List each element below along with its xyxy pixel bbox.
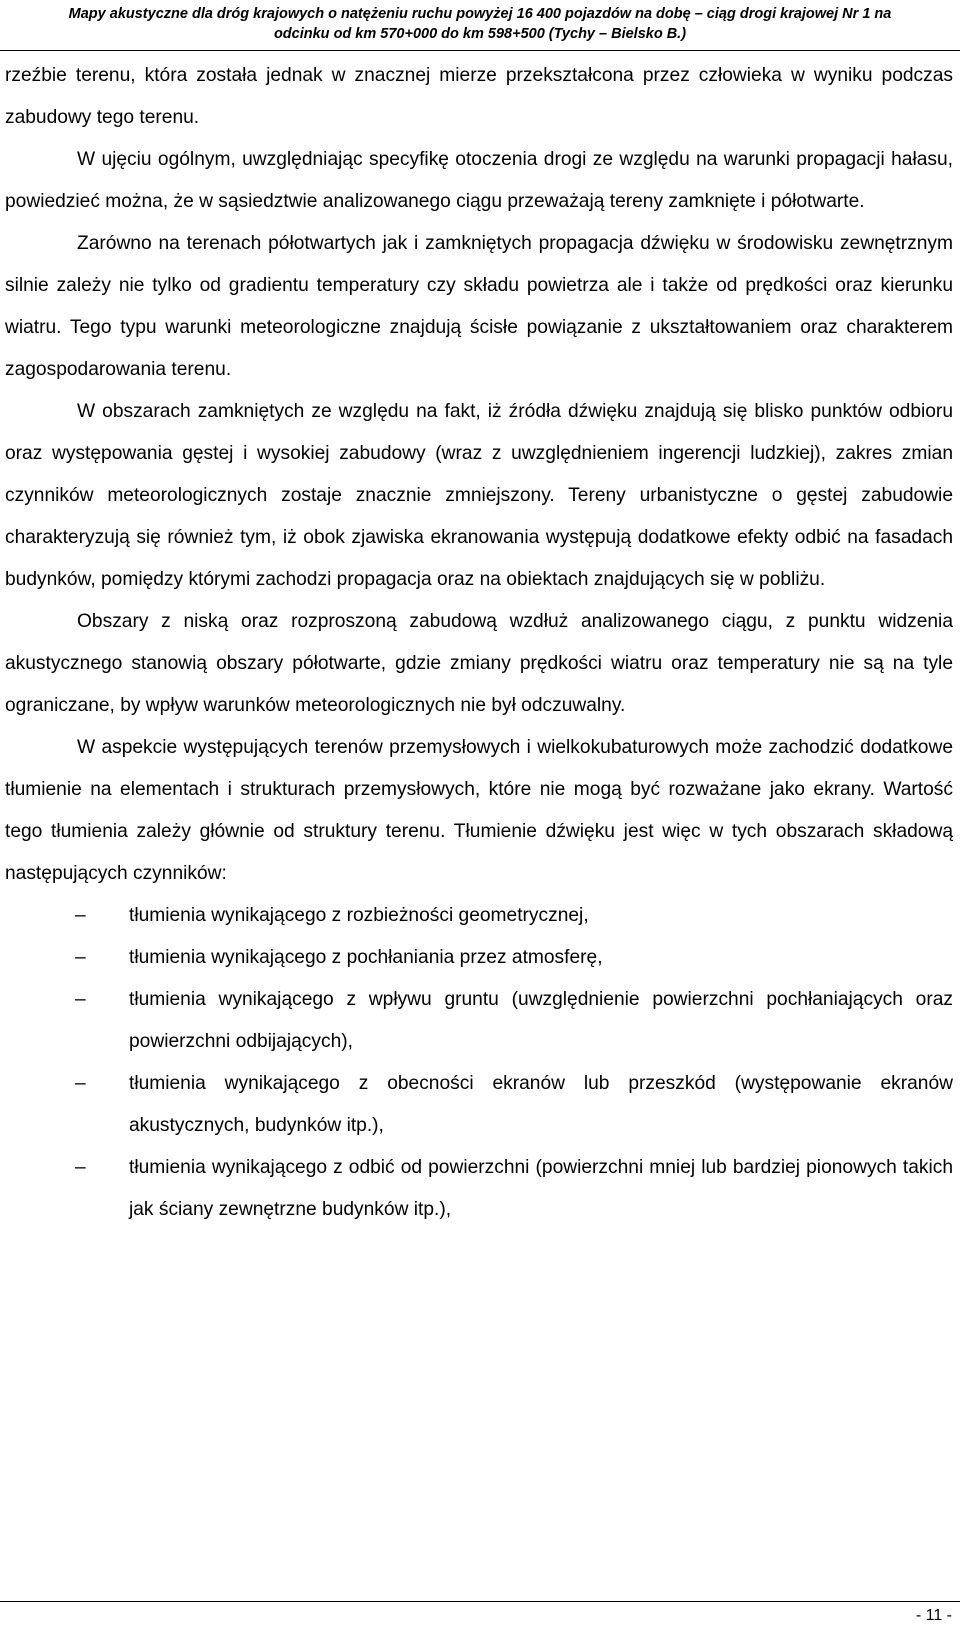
dash-bullet-icon: – — [75, 905, 86, 926]
list-item-text: tłumienia wynikającego z rozbieżności geometrycznej, — [129, 905, 589, 926]
header-divider — [0, 50, 960, 51]
page-number: - 11 - — [915, 1607, 952, 1624]
paragraph-continuation: rzeźbie terenu, która została jednak w znacznej mierze przekształcona przez człowieka w wyniku podczas zabudowy tego terenu. — [5, 65, 953, 128]
dash-bullet-icon: – — [75, 1157, 86, 1178]
list-item-text: tłumienia wynikającego z odbić od powierzchni (powierzchni mniej lub bardziej pionowych takich jak ściany zewnętrzne budynków itp.), — [129, 1157, 953, 1220]
header-line-1: Mapy akustyczne dla dróg krajowych o natężeniu ruchu powyżej 16 400 pojazdów na dobę – ciąg drogi krajowej Nr 1 na — [68, 6, 892, 22]
list-item — [5, 979, 953, 1063]
attenuation-factors-list — [5, 895, 953, 1231]
page-header — [0, 4, 960, 44]
footer-divider — [0, 1601, 960, 1602]
list-item-text: tłumienia wynikającego z wpływu gruntu (uwzględnienie powierzchni pochłaniających oraz powierzchni odbijających), — [129, 989, 953, 1052]
paragraph-industrial-areas: W aspekcie występujących terenów przemysłowych i wielkokubaturowych może zachodzić dodatkowe tłumienie na elementach i strukturach przemysłowych, które nie mogą być rozważane jako ekrany. Wartość tego tłumienia zależy głównie od struktury terenu. Tłumienie dźwięku jest więc w tych obszarach składową następujących czynników: — [5, 737, 953, 884]
list-item — [5, 937, 953, 979]
paragraph-semi-open-areas: Obszary z niską oraz rozproszoną zabudową wzdłuż analizowanego ciągu, z punktu widzenia akustycznego stanowią obszary półotwarte, gdzie zmiany prędkości wiatru oraz temperatury nie są na tyle ograniczane, by wpływ warunków meteorologicznych nie był odczuwalny. — [5, 611, 953, 716]
dash-bullet-icon: – — [75, 947, 86, 968]
paragraph-closed-areas: W obszarach zamkniętych ze względu na fakt, iż źródła dźwięku znajdują się blisko punktów odbioru oraz występowania gęstej i wysokiej zabudowy (wraz z uwzględnieniem ingerencji ludzkiej), zakres zmian czynników meteorologicznych zostaje znacznie zmniejszony. Tereny urbanistyczne o gęstej zabudowie charakteryzują się również tym, iż obok zjawiska ekranowania występują dodatkowe efekty odbić na fasadach budynków, pomiędzy którymi zachodzi propagacja oraz na obiektach znajdujących się w pobliżu. — [5, 401, 953, 590]
list-item-text: tłumienia wynikającego z pochłaniania przez atmosferę, — [129, 947, 603, 968]
list-item — [5, 1063, 953, 1147]
list-item — [5, 895, 953, 937]
header-line-2: odcinku od km 570+000 do km 598+500 (Tychy – Bielsko B.) — [273, 26, 687, 42]
dash-bullet-icon: – — [75, 1073, 86, 1094]
paragraph-propagation: Zarówno na terenach półotwartych jak i zamkniętych propagacja dźwięku w środowisku zewnętrznym silnie zależy nie tylko od gradientu temperatury czy składu powietrza ale i także od prędkości oraz kierunku wiatru. Tego typu warunki meteorologiczne znajdują ścisłe powiązanie z ukształtowaniem oraz charakterem zagospodarowania terenu. — [5, 233, 953, 380]
paragraph-general-view: W ujęciu ogólnym, uwzględniając specyfikę otoczenia drogi ze względu na warunki propagacji hałasu, powiedzieć można, że w sąsiedztwie analizowanego ciągu przeważają tereny zamknięte i półotwarte. — [5, 149, 953, 212]
list-item-text: tłumienia wynikającego z obecności ekranów lub przeszkód (występowanie ekranów akustycznych, budynków itp.), — [129, 1073, 953, 1136]
document-body — [5, 55, 953, 1231]
list-item — [5, 1147, 953, 1231]
dash-bullet-icon: – — [75, 989, 86, 1010]
